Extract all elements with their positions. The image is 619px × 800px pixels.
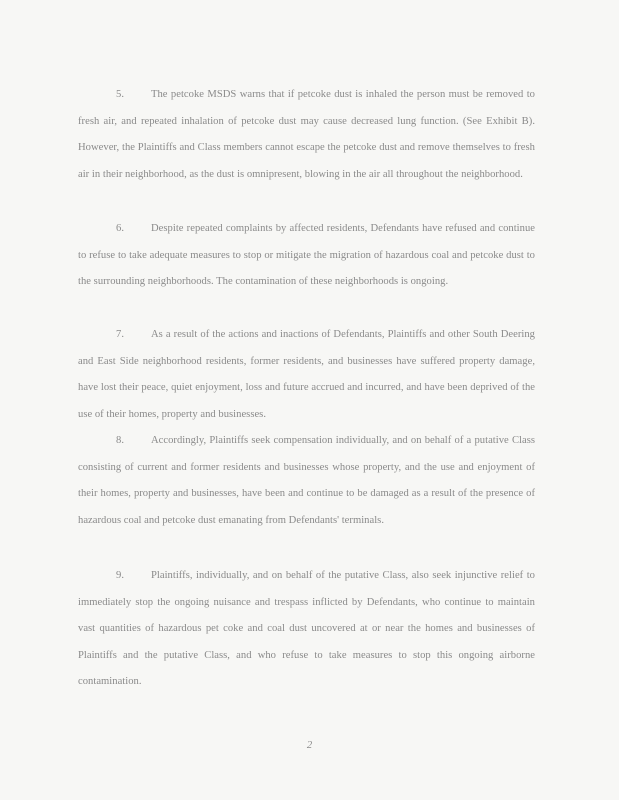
paragraph-number: 8.	[116, 435, 124, 446]
paragraph-8	[78, 428, 535, 534]
page-number: 2	[306, 740, 313, 751]
paragraph-6	[78, 216, 535, 296]
paragraph-number: 7.	[116, 329, 124, 340]
paragraph-5	[78, 82, 535, 188]
paragraph-text: The petcoke MSDS warns that if petcoke dust is inhaled the person must be removed to fresh air, and repeated inhalation of petcoke dust may cause decreased lung function. (See Exhibit B). However, the Plaintiffs and Class members cannot escape the petcoke dust and remove themselves to fresh air in their neighborhood, as the dust is omnipresent, blowing in the air all throughout the neighborhood.	[78, 89, 535, 180]
paragraph-text: Despite repeated complaints by affected residents, Defendants have refused and continue to refuse to take adequate measures to stop or mitigate the migration of hazardous coal and petcoke dust to the surrounding neighborhoods. The contamination of these neighborhoods is ongoing.	[78, 223, 535, 288]
paragraph-text: Plaintiffs, individually, and on behalf of the putative Class, also seek injunctive relief to immediately stop the ongoing nuisance and trespass inflicted by Defendants, who continue to maintain vast quantities of hazardous pet coke and coal dust uncovered at or near the homes and businesses of Plaintiffs and the putative Class, and who refuse to take measures to stop this ongoing airborne contamination.	[78, 570, 535, 688]
paragraph-text: Accordingly, Plaintiffs seek compensation individually, and on behalf of a putative Class consisting of current and former residents and businesses whose property, and the use and enjoyment of their homes, property and businesses, have been and continue to be damaged as a result of the presence of hazardous coal and petcoke dust emanating from Defendants' terminals.	[78, 435, 535, 526]
paragraph-number: 5.	[116, 89, 124, 100]
paragraph-text: As a result of the actions and inactions of Defendants, Plaintiffs and other South Deering and East Side neighborhood residents, former residents, and businesses have suffered property damage, have lost their peace, quiet enjoyment, loss and future accrued and incurred, and have been deprived of the use of their homes, property and businesses.	[78, 329, 535, 420]
paragraph-9	[78, 563, 535, 696]
paragraph-number: 9.	[116, 570, 124, 581]
paragraph-7	[78, 322, 535, 428]
paragraph-number: 6.	[116, 223, 124, 234]
